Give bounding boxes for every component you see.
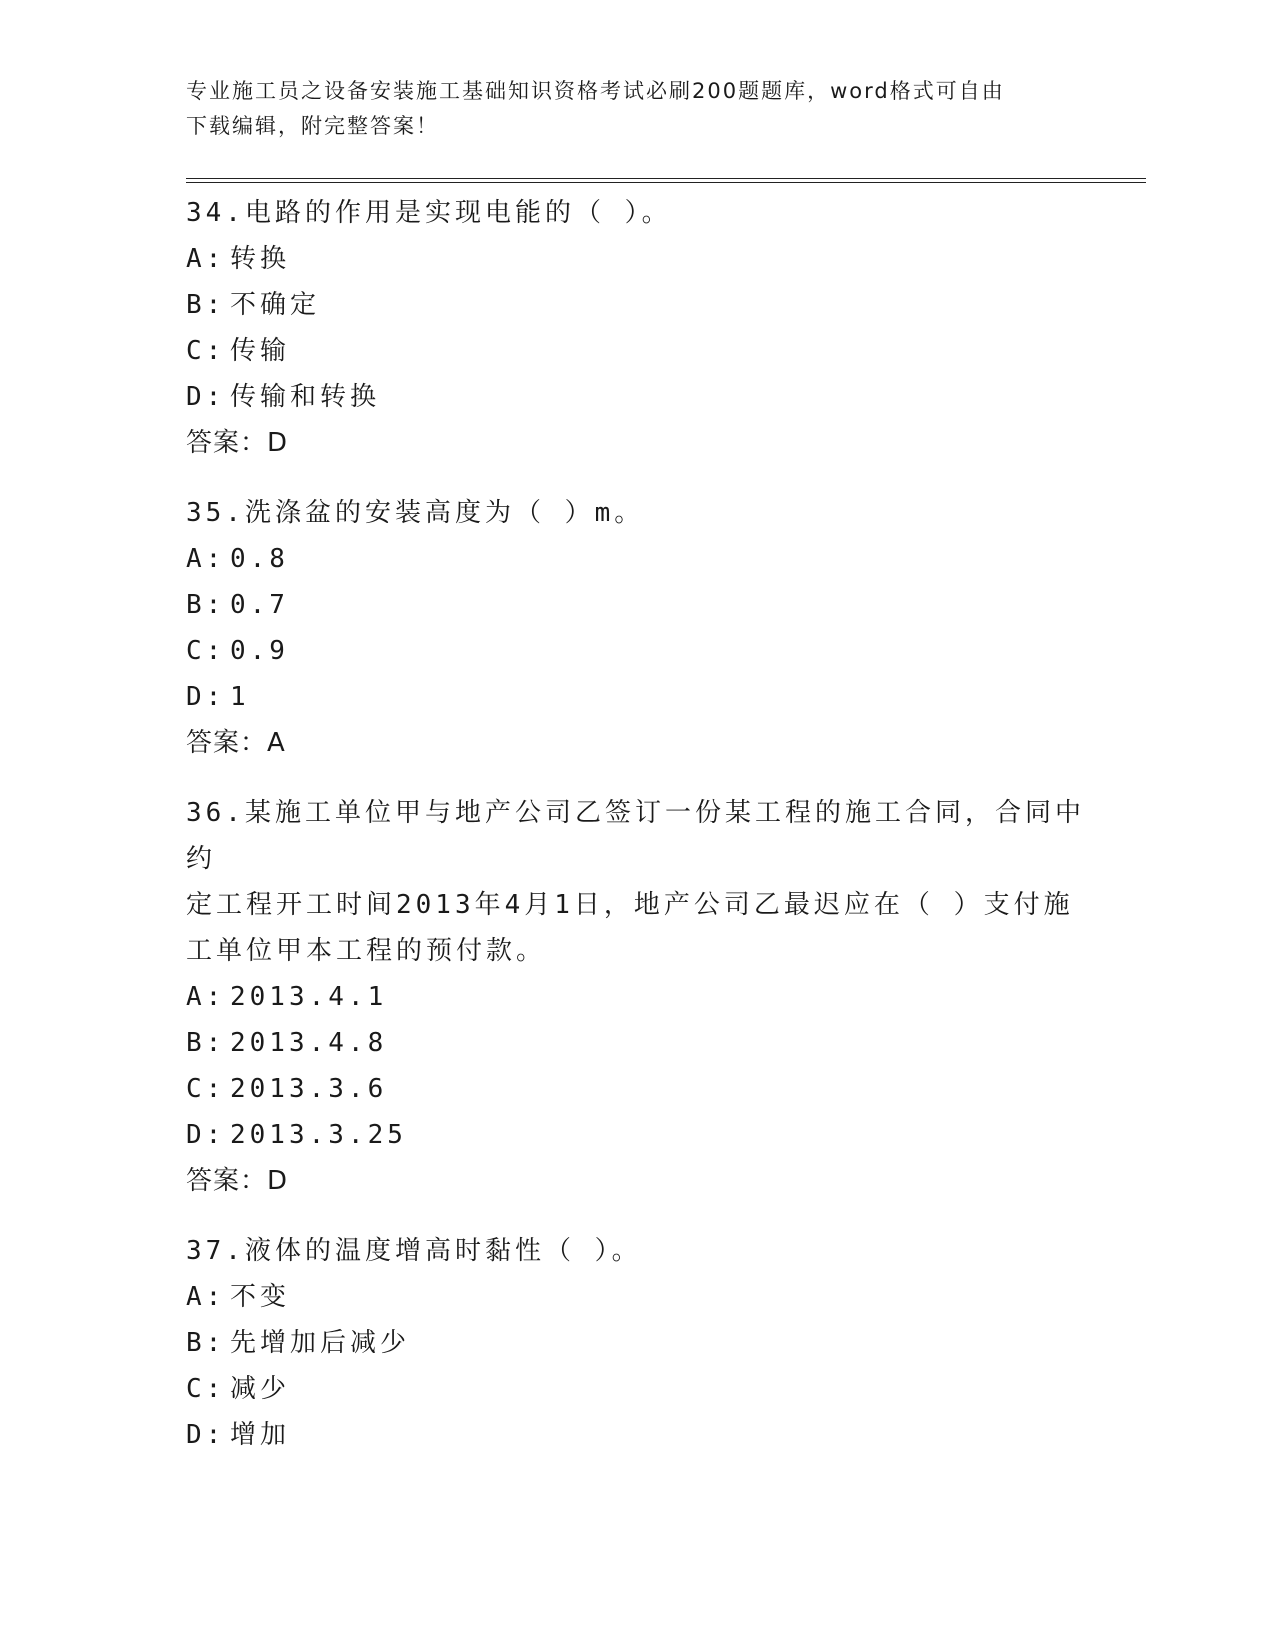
option-text: 传输: [230, 336, 291, 366]
question-37: [186, 1228, 1086, 1458]
option-d: [186, 674, 1086, 720]
option-text: 2013.3.25: [230, 1120, 407, 1150]
question-list: [186, 190, 1086, 1482]
option-b: [186, 582, 1086, 628]
option-label: A:: [186, 982, 226, 1012]
option-b: [186, 1320, 1086, 1366]
option-label: B:: [186, 1028, 226, 1058]
option-label: D:: [186, 1420, 226, 1450]
option-a: [186, 236, 1086, 282]
header-divider-top: [186, 178, 1146, 179]
answer-line: 答案：D: [186, 428, 289, 458]
option-label: C:: [186, 336, 226, 366]
option-label: D:: [186, 382, 226, 412]
question-35: [186, 490, 1086, 766]
option-a: [186, 974, 1086, 1020]
option-text: 不变: [230, 1282, 291, 1312]
option-label: A:: [186, 1282, 226, 1312]
question-stem-line: 工单位甲本工程的预付款。: [186, 936, 547, 966]
option-a: [186, 536, 1086, 582]
option-d: [186, 1412, 1086, 1458]
option-label: C:: [186, 1374, 226, 1404]
question-stem: 37.液体的温度增高时黏性（ ）。: [186, 1236, 642, 1266]
option-text: 2013.4.1: [230, 982, 388, 1012]
answer-line: 答案：A: [186, 728, 286, 758]
option-c: [186, 1366, 1086, 1412]
answer-line: 答案：D: [186, 1166, 289, 1196]
option-text: 2013.3.6: [230, 1074, 388, 1104]
option-text: 0.9: [230, 636, 289, 666]
option-label: A:: [186, 544, 226, 574]
option-b: [186, 282, 1086, 328]
option-d: [186, 374, 1086, 420]
question-stem: 34.电路的作用是实现电能的（ ）。: [186, 198, 672, 228]
option-text: 转换: [230, 244, 291, 274]
document-header: [186, 74, 1086, 144]
option-label: D:: [186, 682, 226, 712]
option-text: 不确定: [230, 290, 321, 320]
option-c: [186, 328, 1086, 374]
option-label: B:: [186, 1328, 226, 1358]
option-text: 0.8: [230, 544, 289, 574]
option-text: 减少: [230, 1374, 291, 1404]
option-text: 增加: [230, 1420, 291, 1450]
option-label: C:: [186, 636, 226, 666]
question-stem-line: 36.某施工单位甲与地产公司乙签订一份某工程的施工合同，合同中约: [186, 798, 1085, 874]
option-a: [186, 1274, 1086, 1320]
option-label: D:: [186, 1120, 226, 1150]
option-text: 0.7: [230, 590, 289, 620]
option-label: B:: [186, 290, 226, 320]
option-c: [186, 628, 1086, 674]
option-label: A:: [186, 244, 226, 274]
option-text: 1: [230, 682, 250, 712]
header-divider-bottom: [186, 182, 1146, 183]
option-label: B:: [186, 590, 226, 620]
option-text: 先增加后减少: [230, 1328, 411, 1358]
question-34: [186, 190, 1086, 466]
option-text: 传输和转换: [230, 382, 381, 412]
option-label: C:: [186, 1074, 226, 1104]
option-c: [186, 1066, 1086, 1112]
option-d: [186, 1112, 1086, 1158]
header-line-2: 下载编辑，附完整答案！: [186, 114, 439, 138]
option-text: 2013.4.8: [230, 1028, 388, 1058]
question-stem: 35.洗涤盆的安装高度为（ ）m。: [186, 498, 645, 528]
question-stem-line: 定工程开工时间2013年4月1日，地产公司乙最迟应在（ ）支付施: [186, 890, 1074, 920]
question-36: [186, 790, 1086, 1204]
header-line-1: 专业施工员之设备安装施工基础知识资格考试必刷200题题库，word格式可自由: [186, 79, 1005, 103]
option-b: [186, 1020, 1086, 1066]
